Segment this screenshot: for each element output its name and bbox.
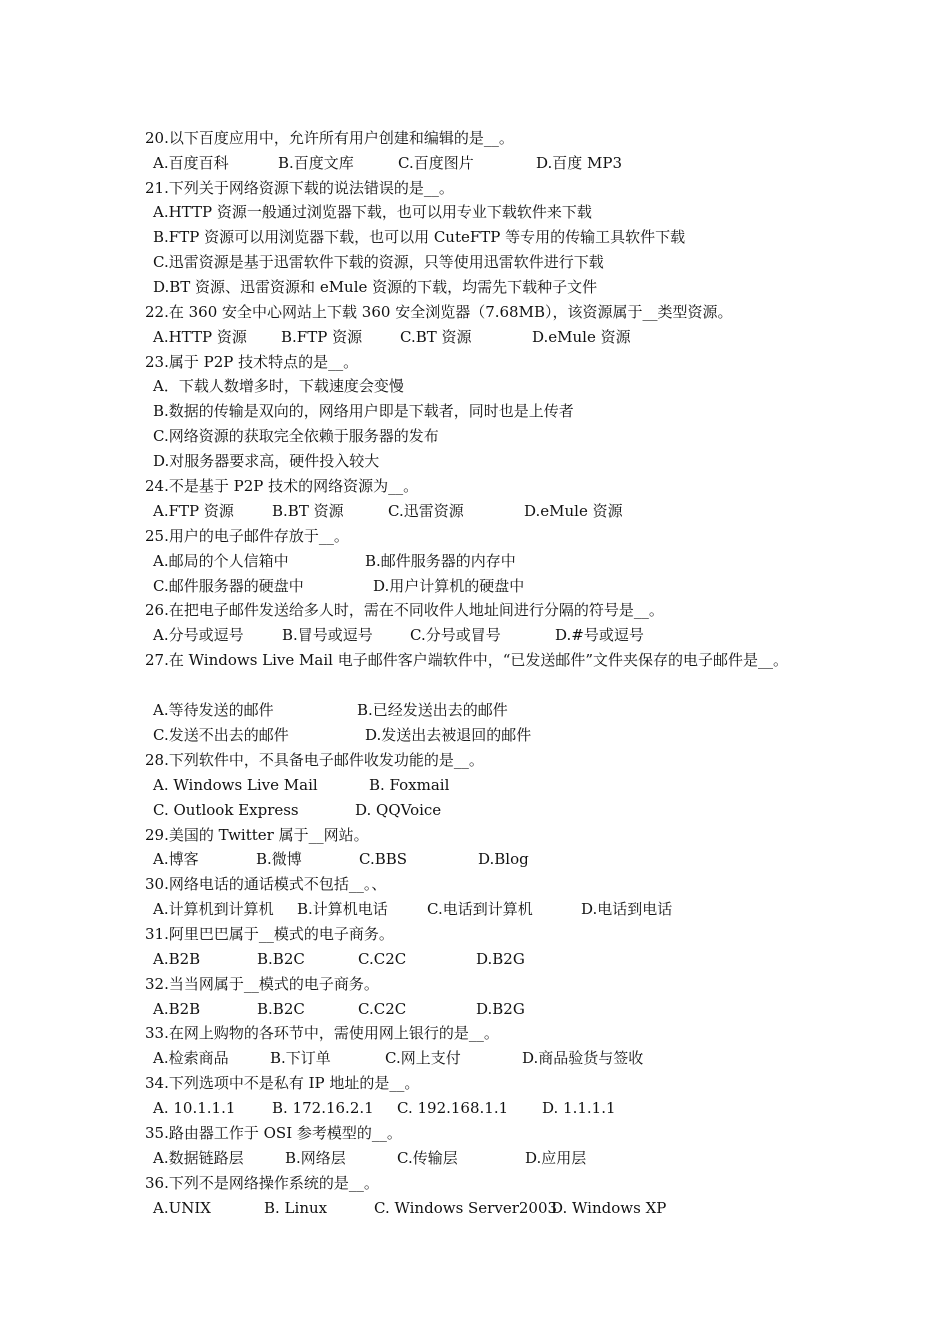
question-23-options-row: [153, 401, 813, 421]
question-25-options-row: [153, 576, 813, 596]
question-28-option-d: D. QQVoice: [355, 801, 442, 819]
question-35-text: 35.路由器工作于 OSI 参考模型的__。: [145, 1124, 402, 1142]
question-32-option-c: C.C2C: [358, 1000, 407, 1018]
question-24-option-b: B.BT 资源: [272, 502, 344, 520]
question-36-text: 36.下列不是网络操作系统的是__。: [145, 1174, 379, 1192]
question-26-options-row: [153, 625, 813, 645]
question-28-text: 28.下列软件中，不具备电子邮件收发功能的是__。: [145, 751, 484, 769]
question-21-options-row: [153, 202, 813, 222]
question-23-text: 23.属于 P2P 技术特点的是__。: [145, 353, 359, 371]
question-28-options-row: [153, 800, 813, 820]
question-32-text: 32.当当网属于__模式的电子商务。: [145, 975, 379, 993]
question-29-option-a: A.博客: [153, 850, 199, 868]
question-21-options-row: [153, 227, 813, 247]
question-32-option-b: B.B2C: [257, 1000, 305, 1018]
question-31-option-d: D.B2G: [476, 950, 525, 968]
question-23-options-row: [153, 376, 813, 396]
question-21-option-b: B.FTP 资源可以用浏览器下载，也可以用 CuteFTP 等专用的传输工具软件下载: [153, 228, 686, 246]
question-30-option-d: D.电话到电话: [581, 900, 673, 918]
question-23-option-a: A．下载人数增多时，下载速度会变慢: [153, 377, 404, 395]
question-25-options-row: [153, 551, 813, 571]
question-25-option-a: A.邮局的个人信箱中: [153, 552, 289, 570]
question-36-option-b: B. Linux: [264, 1199, 328, 1217]
question-29-text: 29.美国的 Twitter 属于__网站。: [145, 826, 369, 844]
question-28-option-a: A. Windows Live Mail: [153, 776, 318, 794]
question-21-text: 21.下列关于网络资源下载的说法错误的是__。: [145, 179, 454, 197]
question-30-option-a: A.计算机到计算机: [153, 900, 274, 918]
question-35-options-row: [153, 1148, 813, 1168]
question-34-options-row: [153, 1098, 813, 1118]
question-20-text: 20.以下百度应用中，允许所有用户创建和编辑的是__。: [145, 129, 514, 147]
question-28-option-c: C. Outlook Express: [153, 801, 299, 819]
question-35-option-a: A.数据链路层: [153, 1149, 244, 1167]
question-36-option-a: A.UNIX: [153, 1199, 211, 1217]
question-23-options-row: [153, 451, 813, 471]
question-34-text: 34.下列选项中不是私有 IP 地址的是__。: [145, 1074, 420, 1092]
question-23-option-b: B.数据的传输是双向的，网络用户即是下载者，同时也是上传者: [153, 402, 574, 420]
question-34-option-d: D. 1.1.1.1: [542, 1099, 616, 1117]
question-24-options-row: [153, 501, 813, 521]
question-21-options-row: [153, 252, 813, 272]
question-36-option-d: D. Windows XP: [551, 1199, 667, 1217]
question-34-option-a: A. 10.1.1.1: [153, 1099, 236, 1117]
question-30-option-b: B.计算机电话: [297, 900, 388, 918]
question-28-option-b: B. Foxmail: [369, 776, 450, 794]
question-22-option-c: C.BT 资源: [400, 328, 472, 346]
question-22-option-a: A.HTTP 资源: [153, 328, 247, 346]
question-20-option-a: A.百度百科: [153, 154, 229, 172]
question-23-options-row: [153, 426, 813, 446]
question-27-option-b: B.已经发送出去的邮件: [357, 701, 508, 719]
question-34-option-c: C. 192.168.1.1: [397, 1099, 509, 1117]
question-22-options-row: [153, 327, 813, 347]
question-32-option-d: D.B2G: [476, 1000, 525, 1018]
question-33-option-c: C.网上支付: [385, 1049, 461, 1067]
question-26-text: 26.在把电子邮件发送给多人时，需在不同收件人地址间进行分隔的符号是__。: [145, 601, 664, 619]
question-30-text: 30.网络电话的通话模式不包括__。、: [145, 875, 387, 893]
question-33-text: 33.在网上购物的各环节中，需使用网上银行的是__。: [145, 1024, 499, 1042]
question-20-option-c: C.百度图片: [398, 154, 474, 172]
question-30-option-c: C.电话到计算机: [427, 900, 533, 918]
question-33-option-d: D.商品验货与签收: [522, 1049, 644, 1067]
question-36-options-row: [153, 1198, 813, 1218]
question-31-option-b: B.B2C: [257, 950, 305, 968]
question-28-options-row: [153, 775, 813, 795]
question-22-option-d: D.eMule 资源: [532, 328, 631, 346]
question-24-text: 24.不是基于 P2P 技术的网络资源为__。: [145, 477, 419, 495]
question-27-options-row: [153, 700, 813, 720]
question-25-option-d: D.用户计算机的硬盘中: [373, 577, 525, 595]
question-27-option-a: A.等待发送的邮件: [153, 701, 274, 719]
question-26-option-a: A.分号或逗号: [153, 626, 244, 644]
question-24-option-a: A.FTP 资源: [153, 502, 234, 520]
question-22-text: 22.在 360 安全中心网站上下载 360 安全浏览器（7.68MB），该资源属于__类型资源。: [145, 303, 733, 321]
question-32-options-row: [153, 999, 813, 1019]
question-20-option-b: B.百度文库: [278, 154, 354, 172]
question-29-option-b: B.微博: [256, 850, 302, 868]
question-20-options-row: [153, 153, 813, 173]
question-33-option-a: A.检索商品: [153, 1049, 229, 1067]
question-35-option-b: B.网络层: [285, 1149, 346, 1167]
question-27-option-c: C.发送不出去的邮件: [153, 726, 289, 744]
question-24-option-d: D.eMule 资源: [524, 502, 623, 520]
question-20-option-d: D.百度 MP3: [536, 154, 623, 172]
question-31-text: 31.阿里巴巴属于__模式的电子商务。: [145, 925, 394, 943]
question-21-option-a: A.HTTP 资源一般通过浏览器下载，也可以用专业下载软件来下载: [153, 203, 592, 221]
question-25-option-c: C.邮件服务器的硬盘中: [153, 577, 304, 595]
question-21-option-c: C.迅雷资源是基于迅雷软件下载的资源，只等使用迅雷软件进行下载: [153, 253, 604, 271]
question-26-option-c: C.分号或冒号: [410, 626, 501, 644]
question-31-options-row: [153, 949, 813, 969]
question-26-option-d: D.#号或逗号: [555, 626, 644, 644]
question-22-option-b: B.FTP 资源: [281, 328, 363, 346]
question-24-option-c: C.迅雷资源: [388, 502, 464, 520]
question-36-option-c: C. Windows Server2003: [374, 1199, 558, 1217]
question-27-option-d: D.发送出去被退回的邮件: [365, 726, 532, 744]
question-29-options-row: [153, 849, 813, 869]
question-31-option-a: A.B2B: [153, 950, 201, 968]
question-27-text: 27.在 Windows Live Mail 电子邮件客户端软件中，“已发送邮件”文件夹保存的电子邮件是__。: [145, 651, 789, 669]
question-26-option-b: B.冒号或逗号: [282, 626, 373, 644]
question-30-options-row: [153, 899, 813, 919]
question-29-option-d: D.Blog: [478, 850, 529, 868]
question-21-option-d: D.BT 资源、迅雷资源和 eMule 资源的下载，均需先下载种子文件: [153, 278, 598, 296]
question-34-option-b: B. 172.16.2.1: [272, 1099, 374, 1117]
question-29-option-c: C.BBS: [359, 850, 408, 868]
question-27-options-row: [153, 725, 813, 745]
question-25-text: 25.用户的电子邮件存放于__。: [145, 527, 349, 545]
question-32-option-a: A.B2B: [153, 1000, 201, 1018]
question-33-option-b: B.下订单: [270, 1049, 331, 1067]
question-35-option-c: C.传输层: [397, 1149, 458, 1167]
question-23-option-d: D.对服务器要求高，硬件投入较大: [153, 452, 380, 470]
question-25-option-b: B.邮件服务器的内存中: [365, 552, 516, 570]
question-31-option-c: C.C2C: [358, 950, 407, 968]
question-21-options-row: [153, 277, 813, 297]
question-23-option-c: C.网络资源的获取完全依赖于服务器的发布: [153, 427, 439, 445]
question-33-options-row: [153, 1048, 813, 1068]
question-35-option-d: D.应用层: [525, 1149, 587, 1167]
